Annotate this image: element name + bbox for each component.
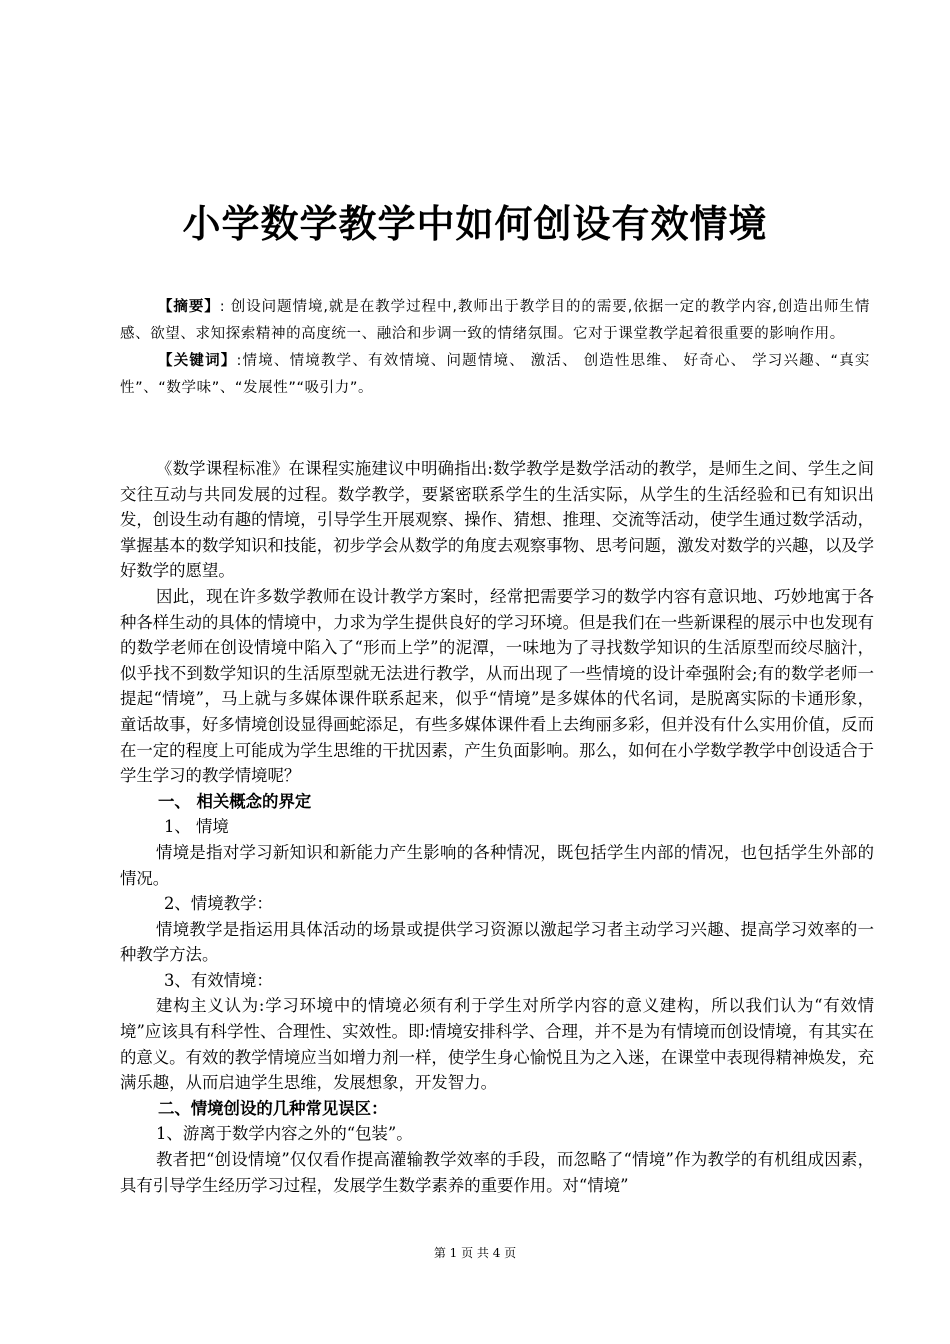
page-footer: 第 1 页 共 4 页 <box>433 1246 517 1260</box>
subsection-text: 情境教学是指运用具体活动的场景或提供学习资源以激起学习者主动学习兴趣、提高学习效率的一种教学方法。 <box>120 919 874 965</box>
subsection-text: 情境是指对学习新知识和新能力产生影响的各种情况，既包括学生内部的情况，也包括学生外部的情况。 <box>120 842 874 888</box>
subsection-text: 教者把“创设情境”仅仅看作提高灌输教学效率的手段，而忽略了“情境”作为教学的有机组成因素，具有引导学生经历学习过程，发展学生数学素养的重要作用。对“情境” <box>120 1150 874 1195</box>
intro-paragraph: 因此，现在许多数学教师在设计教学方案时，经常把需要学习的数学内容有意识地、巧妙地寓于各种各样生动的具体的情境中，力求为学生提供良好的学习环境。但是我们在一些新课程的展示中也发现有的数学老师在创设情境中陷入了“形而上学”的泥潭，一味地为了寻找数学知识的生活原型而绞尽脑汁，似乎找不到数学知识的生活原型就无法进行教学，从而出现了一些情境的设计牵强附会;有的数学老师一提起“情境”，马上就与多媒体课件联系起来，似乎“情境”是多媒体的代名词，是脱离实际的卡通形象，童话故事，好多情境创设显得画蛇添足，有些多媒体课件看上去绚丽多彩，但并没有什么实用价值，反而在一定的程度上可能成为学生思维的干扰因素，产生负面影响。那么，如何在小学数学教学中创设适合于学生学习的教学情境呢？ <box>120 586 874 786</box>
subsection-text: 建构主义认为:学习环境中的情境必须有利于学生对所学内容的意义建构，所以我们认为“有效情境”应该具有科学性、合理性、实效性。即:情境安排科学、合理，并不是为有情境而创设情境，有其实在的意义。有效的教学情境应当如增力剂一样，使学生身心愉悦且为之入迷，在课堂中表现得精神焕发，充满乐趣，从而启迪学生思维，发展想象，开发智力。 <box>120 996 874 1093</box>
document-title: 小学数学教学中如何创设有效情境 <box>182 202 768 246</box>
keywords-label: 【关键词】 <box>158 353 237 369</box>
subsection-label: 1、游离于数学内容之外的“包装”。 <box>156 1124 413 1144</box>
abstract-paragraph <box>120 294 870 348</box>
subsection-label: 1、 情境 <box>164 817 229 837</box>
keywords-text: :情境、情境教学、有效情境、问题情境、 激活、 创造性思维、 好奇心、 学习兴趣、“真实性”、“数学味”、“发展性”“吸引力”。 <box>120 353 871 396</box>
keywords-paragraph <box>120 348 870 402</box>
subsection-label: 3、有效情境： <box>164 970 273 990</box>
abstract-text: : 创设问题情境,就是在教学过程中,教师出于教学目的的需要,依据一定的教学内容,创造出师生情感、欲望、求知探索精神的高度统一、融洽和步调一致的情绪氛围。它对于课堂教学起着很重要的影响作用。 <box>120 299 871 342</box>
intro-paragraph: 《数学课程标准》在课程实施建议中明确指出:数学教学是数学活动的教学，是师生之间、学生之间交往互动与共同发展的过程。数学教学，要紧密联系学生的生活实际，从学生的生活经验和已有知识出发，创设生动有趣的情境，引导学生开展观察、操作、猜想、推理、交流等活动，使学生通过数学活动，掌握基本的数学知识和技能，初步学会从数学的角度去观察事物、思考问题，激发对数学的兴趣，以及学好数学的愿望。 <box>120 459 874 581</box>
abstract-label: 【摘要】 <box>158 299 220 315</box>
subsection-label: 2、情境教学： <box>164 894 273 914</box>
body-text <box>120 456 874 1198</box>
section-heading: 二、情境创设的几种常见误区： <box>158 1098 388 1118</box>
section-heading: 一、 相关概念的界定 <box>158 791 312 811</box>
abstract-block <box>120 294 870 402</box>
